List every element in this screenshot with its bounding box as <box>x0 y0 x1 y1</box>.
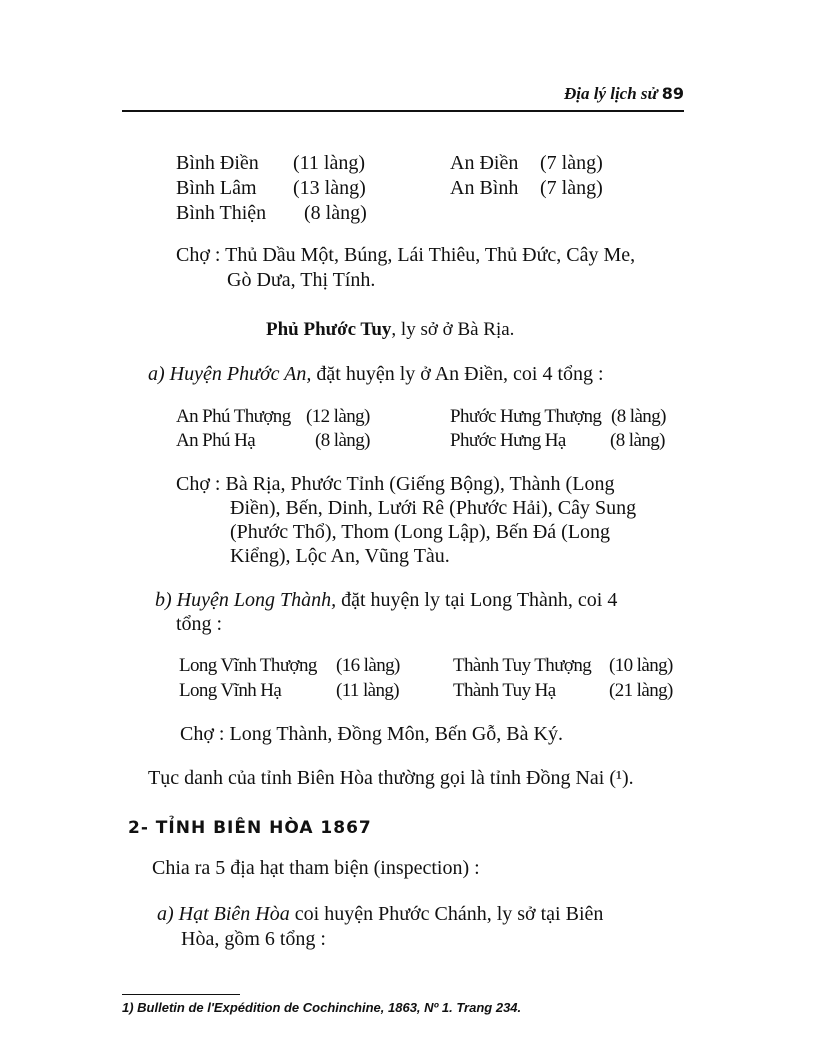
market-list-cont: Gò Dưa, Thị Tính. <box>227 269 376 291</box>
hat-desc: coi huyện Phước Chánh, ly sở tại Biên <box>289 903 604 925</box>
tong-count: (8 làng) <box>304 202 367 224</box>
header-rule <box>122 110 684 112</box>
huyen-desc-cont: tổng : <box>176 613 223 635</box>
running-header <box>564 84 684 104</box>
tong-name: Thành Tuy Thượng <box>453 655 592 676</box>
tong-count: (11 làng) <box>293 152 366 174</box>
tong-count: (8 làng) <box>610 430 665 451</box>
footnote-ref: (¹). <box>609 767 634 789</box>
tong-name: An Bình <box>450 177 519 199</box>
phu-name: Phủ Phước Tuy <box>266 319 392 340</box>
market-list: Chợ : Bà Rịa, Phước Tỉnh (Giếng Bộng), Thành (Long <box>176 473 615 495</box>
tong-name: Thành Tuy Hạ <box>453 680 556 701</box>
tuc-danh-line <box>148 766 634 790</box>
footnote-rule <box>122 994 240 995</box>
tong-name: An Phú Hạ <box>176 430 256 451</box>
tong-name: An Phú Thượng <box>176 406 291 427</box>
tong-count: (11 làng) <box>336 680 400 701</box>
market-list: Chợ : Long Thành, Đồng Môn, Bến Gỗ, Bà Ký. <box>180 723 563 745</box>
market-list-cont: Điền), Bến, Dinh, Lưới Rê (Phước Hải), Cây Sung <box>230 497 637 519</box>
tong-name: Phước Hưng Thượng <box>450 406 602 427</box>
tong-name: Bình Thiện <box>176 202 267 224</box>
tong-count: (13 làng) <box>293 177 366 199</box>
market-list-cont: Kiểng), Lộc An, Vũng Tàu. <box>230 545 450 567</box>
huyen-name: a) Huyện Phước An, <box>148 363 312 385</box>
section-heading: 2- TỈNH BIÊN HÒA 1867 <box>128 818 372 838</box>
huyen-desc: đặt huyện ly tại Long Thành, coi 4 <box>336 589 618 611</box>
market-list-cont: (Phước Thổ), Thom (Long Lập), Bến Đá (Long <box>230 521 611 543</box>
market-list: Chợ : Thủ Dầu Một, Búng, Lái Thiêu, Thủ Đức, Cây Me, <box>176 244 636 266</box>
huyen-desc: đặt huyện ly ở An Điền, coi 4 tổng : <box>311 363 604 385</box>
tong-name: Bình Điền <box>176 152 259 174</box>
tong-name: An Điền <box>450 152 519 174</box>
tong-count: (10 làng) <box>609 655 673 676</box>
hat-name: a) Hạt Biên Hòa <box>157 903 290 925</box>
tong-count: (7 làng) <box>540 177 603 199</box>
tong-count: (21 làng) <box>609 680 673 701</box>
hat-desc-cont: Hòa, gồm 6 tổng : <box>181 928 326 950</box>
tuc-danh-text: Tục danh của tỉnh Biên Hòa thường gọi là tỉnh Đồng Nai <box>148 767 605 789</box>
section-intro: Chia ra 5 địa hạt tham biện (inspection) : <box>152 857 480 879</box>
tong-name: Phước Hưng Hạ <box>450 430 566 451</box>
tong-count: (12 làng) <box>306 406 370 427</box>
huyen-name: b) Huyện Long Thành, <box>155 589 337 611</box>
tong-count: (16 làng) <box>336 655 400 676</box>
phu-desc: , ly sở ở Bà Rịa. <box>391 319 515 340</box>
tong-count: (7 làng) <box>540 152 603 174</box>
phu-heading <box>266 319 514 341</box>
tong-name: Bình Lâm <box>176 177 257 199</box>
footnote: 1) Bulletin de l'Expédition de Cochinchine, 1863, Nº 1. Trang 234. <box>122 1000 522 1015</box>
header-title: Địa lý lịch sử <box>563 84 658 103</box>
huyen-heading <box>155 588 617 612</box>
page-number: 89 <box>661 84 684 103</box>
huyen-heading <box>148 362 604 386</box>
tong-count: (8 làng) <box>315 430 370 451</box>
hat-heading <box>157 902 603 926</box>
tong-name: Long Vĩnh Hạ <box>179 680 282 701</box>
tong-name: Long Vĩnh Thượng <box>179 655 317 676</box>
tong-count: (8 làng) <box>611 406 666 427</box>
